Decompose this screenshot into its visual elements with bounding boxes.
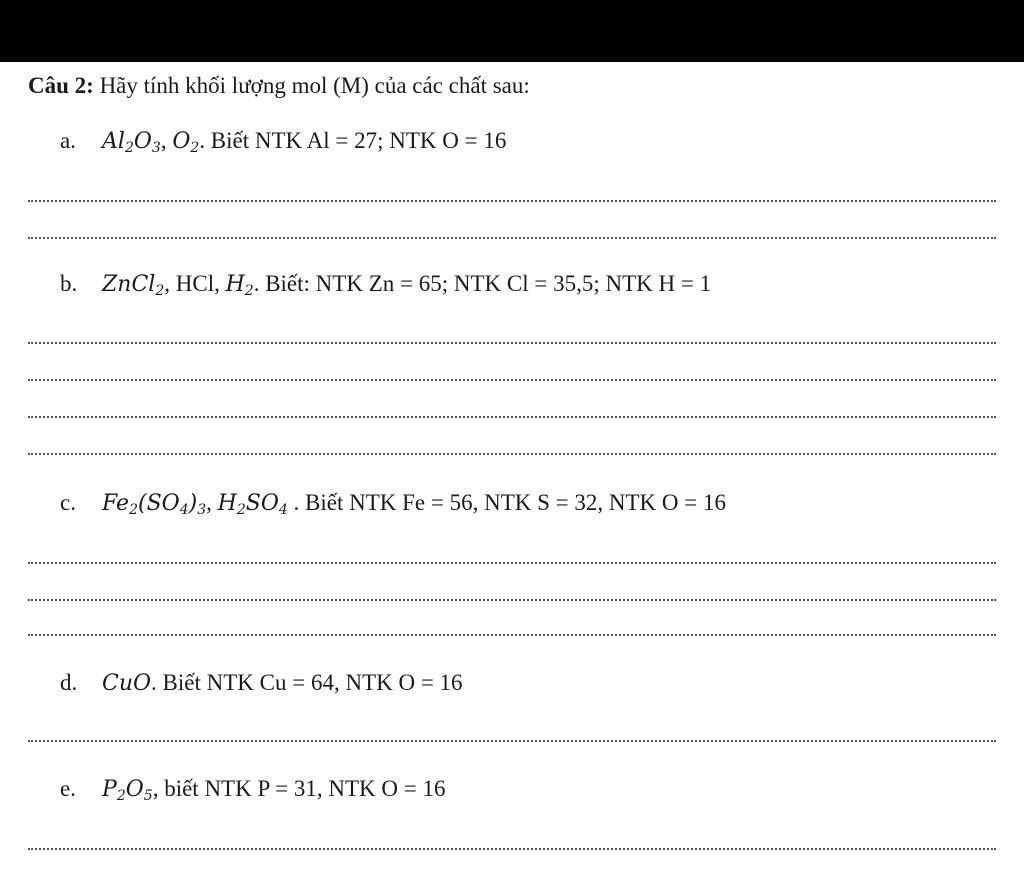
item-letter: b.	[60, 271, 78, 296]
answer-line	[28, 237, 996, 239]
formula-part: ,	[160, 128, 173, 153]
answer-line	[28, 634, 996, 636]
chemical-formula	[102, 777, 126, 802]
chemical-formula	[226, 272, 254, 297]
chemical-formula	[134, 129, 161, 154]
answer-line	[28, 740, 996, 742]
subscript: 2	[190, 140, 200, 156]
item-text	[288, 490, 726, 515]
chemical-formula	[102, 129, 134, 154]
answer-line	[28, 453, 996, 455]
item-text	[153, 776, 446, 801]
answer-line	[28, 562, 996, 564]
chemical-formula	[126, 777, 153, 802]
subscript: 5	[143, 788, 153, 804]
item-text	[151, 670, 463, 695]
formula-part: O	[133, 129, 152, 154]
formula-part: Fe	[102, 491, 130, 516]
subscript: 2	[116, 788, 126, 804]
answer-line	[28, 200, 996, 202]
formula-part: SO	[245, 491, 279, 516]
subscript: 2	[129, 502, 139, 518]
answer-line	[28, 379, 996, 381]
item-formula	[102, 271, 712, 299]
formula-part: ZnCl	[102, 272, 156, 297]
item-text	[161, 128, 173, 153]
formula-part: (SO	[138, 491, 180, 516]
formula-part: H	[217, 491, 237, 516]
item-letter: e.	[60, 776, 76, 801]
chemical-formula	[246, 491, 288, 516]
item-e	[60, 775, 445, 804]
subscript: 3	[197, 502, 207, 518]
answer-line	[28, 342, 996, 344]
item-text	[254, 271, 711, 296]
question-instruction: Hãy tính khối lượng mol (M) của các chất sau:	[93, 73, 530, 98]
chemical-formula	[102, 491, 138, 516]
item-text	[199, 128, 506, 153]
formula-part: . Biết NTK Fe = 56, NTK S = 32, NTK O = 16	[287, 490, 726, 515]
item-a	[60, 127, 506, 156]
item-c	[60, 489, 726, 518]
answer-line	[28, 416, 996, 418]
subscript: 4	[278, 502, 288, 518]
item-letter: d.	[60, 670, 78, 695]
formula-part: Al	[102, 129, 125, 154]
chemical-formula	[189, 491, 207, 516]
worksheet	[0, 62, 1024, 874]
answer-line	[28, 599, 996, 601]
formula-part: . Biết NTK Al = 27; NTK O = 16	[199, 128, 507, 153]
item-formula	[102, 670, 463, 695]
chemical-formula	[102, 671, 151, 696]
subscript: 4	[179, 502, 189, 518]
item-text	[164, 271, 225, 296]
formula-part: , biết NTK P = 31, NTK O = 16	[152, 776, 446, 801]
chemical-formula	[172, 129, 199, 154]
item-b	[60, 270, 711, 299]
formula-part: . Biết: NTK Zn = 65; NTK Cl = 35,5; NTK H = 1	[253, 271, 712, 296]
formula-part: H	[225, 272, 245, 297]
item-formula	[102, 776, 446, 804]
subscript: 2	[244, 283, 254, 299]
subscript: 2	[155, 283, 165, 299]
formula-part: O	[125, 777, 144, 802]
question-title	[28, 72, 530, 100]
top-black-bar	[0, 0, 1024, 62]
formula-part: , HCl,	[164, 271, 226, 296]
formula-part: O	[172, 129, 191, 154]
formula-part: . Biết NTK Cu = 64, NTK O = 16	[151, 670, 463, 695]
subscript: 3	[151, 140, 161, 156]
formula-part: ,	[206, 490, 218, 515]
question-number: Câu 2:	[28, 73, 94, 98]
chemical-formula	[102, 272, 164, 297]
item-letter: c.	[60, 490, 76, 515]
item-formula	[102, 490, 726, 518]
formula-part: CuO	[102, 671, 152, 696]
subscript: 2	[236, 502, 246, 518]
item-d	[60, 669, 463, 698]
item-text	[206, 490, 218, 515]
formula-part: )	[188, 491, 198, 516]
answer-line	[28, 848, 996, 850]
chemical-formula	[138, 491, 189, 516]
item-formula	[102, 128, 507, 156]
subscript: 2	[124, 140, 134, 156]
item-letter: a.	[60, 128, 76, 153]
formula-part: P	[102, 777, 117, 802]
chemical-formula	[218, 491, 246, 516]
